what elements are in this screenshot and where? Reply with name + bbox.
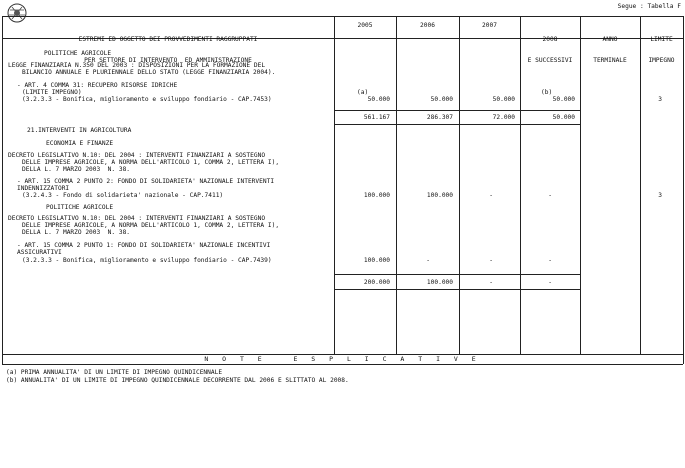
subtotal-2005: 561.167 [363, 114, 390, 121]
section-heading: 21.INTERVENTI IN AGRICOLTURA [27, 127, 132, 134]
republic-emblem-icon [4, 2, 30, 24]
subtotal-2006: 100.000 [426, 279, 453, 286]
notes-title: N O T E E S P L I C A T I V E [204, 355, 481, 363]
article-line: - ART. 15 COMMA 2 PUNTO 1: FONDO DI SOLIDARIETA' NAZIONALE INCENTIVI [17, 242, 271, 249]
article-line: (LIMITE IMPEGNO) [22, 89, 82, 96]
header-2006: 2006 [420, 22, 435, 29]
law-title-line: LEGGE FINANZIARIA N.350 DEL 2003 : DISPOSIZIONI PER LA FORMAZIONE DEL [8, 62, 266, 69]
value-2006: - [426, 257, 430, 264]
value-2008: - [548, 192, 552, 199]
note-b-text: (b) ANNUALITA' DI UN LIMITE DI IMPEGNO QUINDICENNALE DECORRENTE DAL 2006 E SLITTATO AL 2008. [6, 377, 349, 384]
decree-line: DELLE IMPRESE AGRICOLE, A NORMA DELL'ARTICOLO 1, COMMA 2, LETTERA I), [22, 222, 280, 229]
subsection-heading: ECONOMIA E FINANZE [46, 140, 114, 147]
subtotal-2007: - [489, 279, 493, 286]
article-chapter-line: (3.2.3.3 - Bonifica, miglioramento e sviluppo fondiario - CAP.7453) [22, 96, 272, 103]
article-chapter-line: (3.2.4.3 - Fondo di solidarieta' nazionale - CAP.7411) [22, 192, 224, 199]
note-a-text: (a) PRIMA ANNUALITA' DI UN LIMITE DI IMPEGNO QUINDICENNALE [6, 369, 223, 376]
header-2008: 2008 E SUCCESSIVI [527, 36, 573, 64]
article-line: ASSICURATIVI [17, 249, 62, 256]
value-limite: 3 [658, 192, 662, 199]
value-2008: 50.000 [552, 96, 575, 103]
subtotal-2005: 200.000 [363, 279, 390, 286]
header-2007: 2007 [482, 22, 497, 29]
decree-line: DECRETO LEGISLATIVO N.10: DEL 2004 : INTERVENTI FINANZIARI A SOSTEGNO [8, 215, 266, 222]
value-2006: 50.000 [430, 96, 453, 103]
value-2008: - [548, 257, 552, 264]
note-marker-b: (b) [541, 89, 553, 96]
value-2006: 100.000 [426, 192, 453, 199]
value-2005: 100.000 [363, 257, 390, 264]
subtotal-2008: 50.000 [552, 114, 575, 121]
decree-line: DELLE IMPRESE AGRICOLE, A NORMA DELL'ARTICOLO 1, COMMA 2, LETTERA I), [22, 159, 280, 166]
value-limite: 3 [658, 96, 662, 103]
note-marker-a: (a) [357, 89, 369, 96]
article-chapter-line: (3.2.3.3 - Bonifica, miglioramento e sviluppo fondiario - CAP.7439) [22, 257, 272, 264]
subsection-heading: POLITICHE AGRICOLE [46, 204, 114, 211]
decree-line: DELLA L. 7 MARZO 2003 N. 38. [22, 229, 131, 236]
value-2005: 50.000 [367, 96, 390, 103]
header-description: ESTREMI ED OGGETTO DEI PROVVEDIMENTI RAGGRUPPATI PER SETTORE DI INTERVENTO ED AMMINISTRAZIONE [78, 36, 258, 64]
subtotal-2008: - [548, 279, 552, 286]
value-2007: 50.000 [492, 96, 515, 103]
subtotal-2007: 72.000 [492, 114, 515, 121]
header-limite-impegno: LIMITE IMPEGNO [648, 36, 675, 64]
decree-line: DELLA L. 7 MARZO 2003 N. 38. [22, 166, 131, 173]
subtotal-2006: 286.307 [426, 114, 453, 121]
law-title-line: BILANCIO ANNUALE E PLURIENNALE DELLO STATO (LEGGE FINANZIARIA 2004). [22, 69, 276, 76]
value-2007: - [489, 192, 493, 199]
article-line: - ART. 4 COMMA 31: RECUPERO RISORSE IDRICHE [17, 82, 178, 89]
section-heading: POLITICHE AGRICOLE [44, 50, 112, 57]
header-2005: 2005 [357, 22, 373, 29]
value-2005: 100.000 [363, 192, 390, 199]
value-2007: - [489, 257, 493, 264]
page-continuation-label: Segue : Tabella F [617, 3, 681, 10]
article-line: - ART. 15 COMMA 2 PUNTO 2: FONDO DI SOLIDARIETA' NAZIONALE INTERVENTI [17, 178, 275, 185]
article-line: INDENNIZZATORI [17, 185, 70, 192]
decree-line: DECRETO LEGISLATIVO N.10: DEL 2004 : INTERVENTI FINANZIARI A SOSTEGNO [8, 152, 266, 159]
header-anno-terminale: ANNO TERMINALE [593, 36, 627, 64]
